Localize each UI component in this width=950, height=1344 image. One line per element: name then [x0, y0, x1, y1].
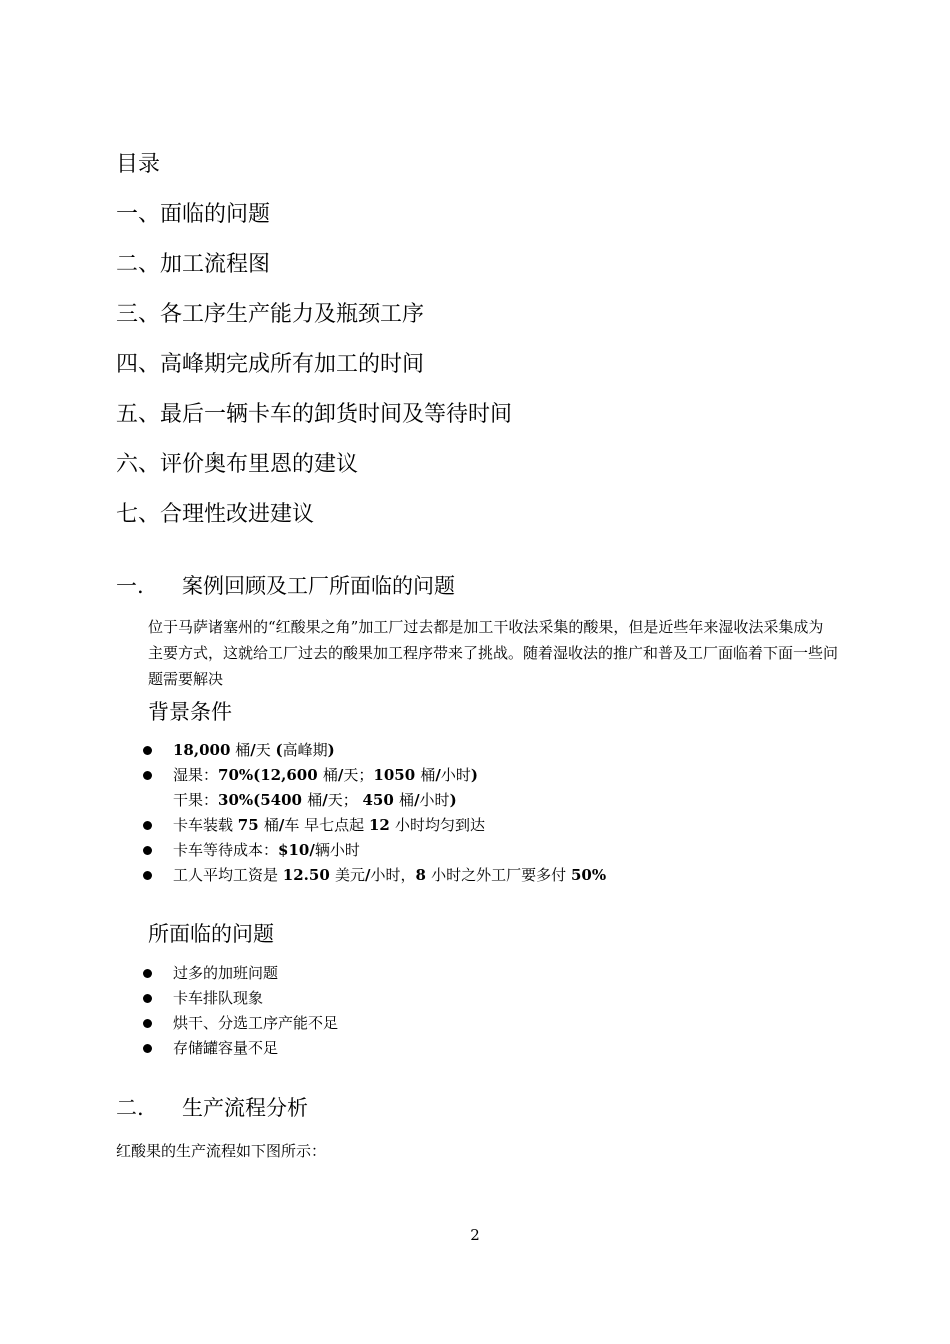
text-run: 天； — [327, 791, 363, 809]
text-run: 小时 — [419, 791, 450, 809]
flow-intro-text: 红酸果的生产流程如下图所示： — [116, 1142, 327, 1160]
text-run: 工人平均工资是 — [173, 866, 283, 884]
text-run: 湿果： — [173, 766, 219, 784]
list-item-text: 过多的加班问题 — [173, 964, 279, 982]
section-paragraph: 位于马萨诸塞州的“红酸果之角”加工厂过去都是加工干收法采集的酸果，但是近些年来湿收法采集成为主要方式，这就给工厂过去的酸果加工程序带来了挑战。随着湿收法的推广和普及工厂面临着下面一些问题需要解决 — [148, 618, 839, 688]
section-title: 生产流程分析 — [182, 1096, 308, 1120]
bullet-icon — [143, 1019, 152, 1028]
text-run: 卡车等待成本： — [173, 841, 279, 859]
text-run: 小时， — [370, 866, 416, 884]
toc-item[interactable]: 二、加工流程图 — [116, 252, 271, 277]
bullet-icon — [143, 771, 152, 780]
list-item-text — [173, 866, 606, 884]
background-heading: 背景条件 — [148, 700, 232, 724]
bullet-icon — [143, 821, 152, 830]
list-item — [143, 838, 606, 863]
list-item-text: 卡车排队现象 — [173, 989, 264, 1007]
text-run: / — [322, 791, 328, 809]
toc-title: 目录 — [116, 152, 161, 177]
text-run: 30%(5400 — [218, 791, 308, 809]
toc-item[interactable]: 一、面临的问题 — [116, 202, 271, 227]
background-list — [143, 738, 606, 888]
page-number: 2 — [470, 1226, 480, 1244]
text-run: 12.50 — [282, 866, 335, 884]
bullet-icon — [143, 1044, 152, 1053]
text-run: 50% — [570, 866, 607, 884]
list-item — [143, 1036, 338, 1061]
text-run: ) — [327, 741, 335, 759]
text-run: 桶 — [263, 816, 279, 834]
list-item — [143, 961, 338, 986]
text-run: 美元 — [334, 866, 365, 884]
text-run: 小时之外工厂要多付 — [431, 866, 571, 884]
toc-item[interactable]: 四、高峰期完成所有加工的时间 — [116, 352, 425, 377]
text-run: 8 — [415, 866, 432, 884]
list-item — [143, 738, 606, 763]
section-title: 案例回顾及工厂所面临的问题 — [182, 574, 455, 598]
list-item — [143, 763, 606, 788]
text-run: 桶 — [399, 791, 415, 809]
text-run: 桶 — [230, 741, 251, 759]
table-of-contents — [116, 140, 816, 540]
text-run: 450 — [362, 791, 400, 809]
text-run: 18,000 — [173, 741, 231, 759]
list-item-text — [173, 816, 485, 834]
text-run: 12 — [368, 816, 396, 834]
text-run: 高峰期 — [282, 741, 328, 759]
text-run: 70%(12,600 — [218, 766, 323, 784]
section-number: 一. — [116, 574, 144, 598]
text-run: 小时 — [440, 766, 471, 784]
text-run: / — [278, 816, 285, 834]
toc-item[interactable]: 七、合理性改进建议 — [116, 502, 315, 527]
list-item-text — [173, 791, 457, 809]
text-run: ) — [470, 766, 478, 784]
text-run: / — [435, 766, 441, 784]
text-run: $10/ — [278, 841, 315, 859]
list-item — [143, 813, 606, 838]
list-item — [143, 1011, 338, 1036]
text-run: / — [337, 766, 344, 784]
bullet-icon — [143, 846, 152, 855]
text-run: / — [414, 791, 420, 809]
problems-list — [143, 961, 338, 1061]
bullet-icon — [143, 994, 152, 1003]
text-run: 辆小时 — [314, 841, 360, 859]
text-run: 小时均匀到达 — [395, 816, 486, 834]
problems-heading: 所面临的问题 — [148, 922, 274, 946]
list-item-text — [173, 741, 335, 759]
text-run: / — [365, 866, 371, 884]
list-item-text: 烘干、分选工序产能不足 — [173, 1014, 339, 1032]
list-item — [143, 863, 606, 888]
text-run: / — [250, 741, 256, 759]
text-run: 干果： — [173, 791, 219, 809]
text-run: ) — [449, 791, 457, 809]
toc-item[interactable]: 三、各工序生产能力及瓶颈工序 — [116, 302, 425, 327]
list-item-text — [173, 841, 360, 859]
bullet-icon — [143, 871, 152, 880]
toc-item[interactable]: 五、最后一辆卡车的卸货时间及等待时间 — [116, 402, 513, 427]
text-run: 车 早七点起 — [284, 816, 369, 834]
text-run: 1050 — [373, 766, 421, 784]
text-run: 卡车装载 — [173, 816, 238, 834]
section-heading-1 — [116, 570, 455, 600]
bullet-icon — [143, 969, 152, 978]
bullet-icon — [143, 746, 152, 755]
text-run: 天； — [343, 766, 374, 784]
list-item — [143, 986, 338, 1011]
text-run: ( — [275, 741, 283, 759]
list-item-continuation — [143, 788, 606, 813]
text-run: 天 — [255, 741, 276, 759]
text-run: 桶 — [420, 766, 436, 784]
text-run: 桶 — [322, 766, 338, 784]
list-item-text — [173, 766, 478, 784]
section-number: 二. — [116, 1096, 144, 1120]
toc-item[interactable]: 六、评价奥布里恩的建议 — [116, 452, 359, 477]
section-heading-2 — [116, 1092, 308, 1122]
text-run: 桶 — [307, 791, 323, 809]
list-item-text: 存储罐容量不足 — [173, 1039, 279, 1057]
text-run: 75 — [237, 816, 264, 834]
